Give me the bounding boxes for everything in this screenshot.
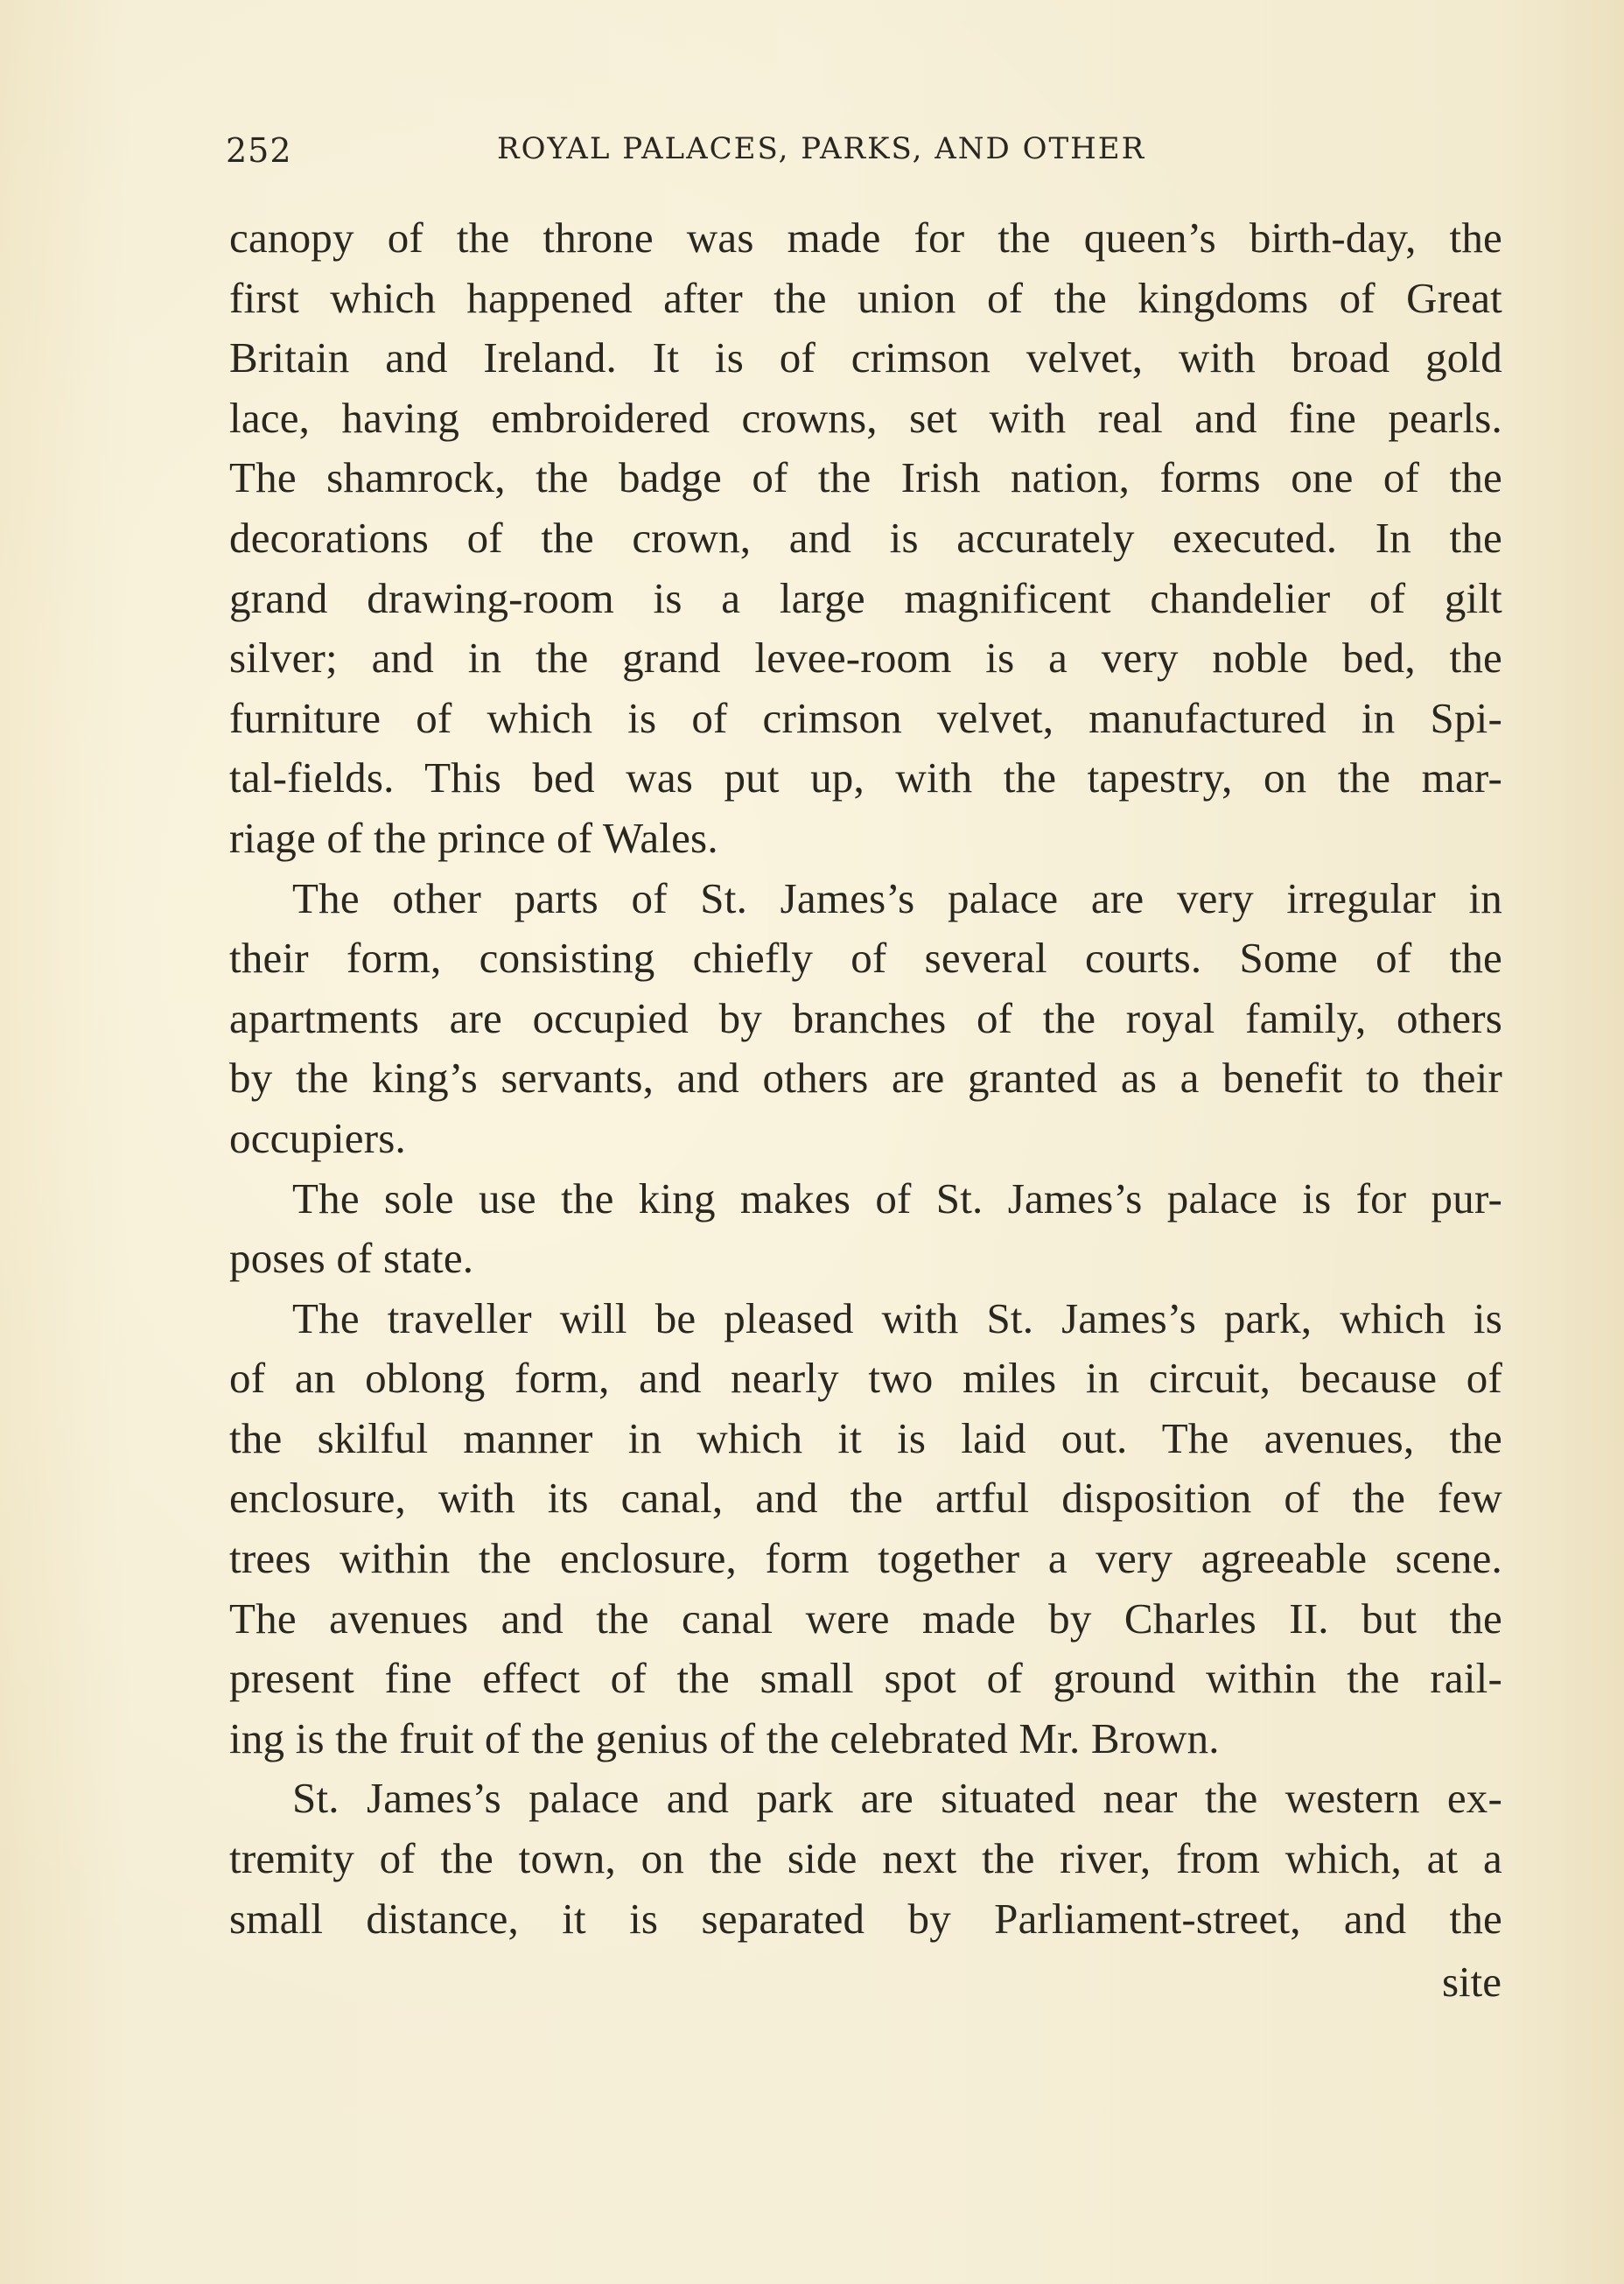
paragraph-4 xyxy=(229,1289,1502,1769)
text-line: of an oblong form, and nearly two miles in circuit, because of xyxy=(229,1354,1502,1403)
text-line: Britain and Ireland. It is of crimson velvet, with broad gold xyxy=(229,333,1502,382)
text-line: St. James’s palace and park are situated near the western ex- xyxy=(292,1774,1502,1823)
text-line: The shamrock, the badge of the Irish nation, forms one of the xyxy=(229,453,1502,502)
text-line: silver; and in the grand levee-room is a very noble bed, the xyxy=(229,634,1502,683)
text-line: The other parts of St. James’s palace are very irregular in xyxy=(292,873,1502,922)
text-line: tremity of the town, on the side next the river, from which, at a xyxy=(229,1834,1502,1883)
paragraph-2 xyxy=(229,869,1502,1169)
text-line: furniture of which is of crimson velvet, manufactured in Spi- xyxy=(229,693,1502,742)
text-line: their form, consisting chiefly of several courts. Some of the xyxy=(229,934,1502,983)
paragraph-3 xyxy=(229,1169,1502,1289)
text-line: trees within the enclosure, form together a very agreeable scene. xyxy=(229,1534,1502,1583)
text-line: poses of state. xyxy=(229,1234,474,1283)
running-head xyxy=(226,131,1502,184)
paragraph-1 xyxy=(229,208,1502,869)
text-line: the skilful manner in which it is laid out. The avenues, the xyxy=(229,1413,1502,1462)
text-line: canopy of the throne was made for the queen’s birth-day, the xyxy=(229,214,1502,262)
text-line: enclosure, with its canal, and the artful disposition of the few xyxy=(229,1474,1502,1523)
text-line: grand drawing-room is a large magnificent chandelier of gilt xyxy=(229,573,1502,622)
text-line: ing is the fruit of the genius of the celebrated Mr. Brown. xyxy=(229,1713,1220,1762)
text-line: The sole use the king makes of St. James’s palace is for pur- xyxy=(292,1174,1502,1223)
catchword: site xyxy=(1441,1958,1502,2006)
text-line: by the king’s servants, and others are granted as a benefit to their xyxy=(229,1054,1502,1103)
text-line: apartments are occupied by branches of the royal family, others xyxy=(229,993,1502,1042)
text-line: riage of the prince of Wales. xyxy=(229,813,718,862)
text-line: occupiers. xyxy=(229,1113,406,1162)
text-line: first which happened after the union of the kingdoms of Great xyxy=(229,273,1502,322)
text-line: small distance, it is separated by Parliament-street, and the xyxy=(229,1894,1502,1943)
body-text xyxy=(229,208,1502,1949)
page-number: 252 xyxy=(226,131,292,170)
paragraph-5 xyxy=(229,1769,1502,1949)
text-line: lace, having embroidered crowns, set with real and fine pearls. xyxy=(229,393,1502,442)
text-line: decorations of the crown, and is accurately executed. In the xyxy=(229,513,1502,562)
text-line: The traveller will be pleased with St. James’s park, which is xyxy=(292,1293,1502,1342)
running-head-title: ROYAL PALACES, PARKS, AND OTHER xyxy=(497,131,1146,166)
text-line: tal-fields. This bed was put up, with the tapestry, on the mar- xyxy=(229,753,1502,802)
text-line: present fine effect of the small spot of ground within the rail- xyxy=(229,1654,1502,1703)
text-line: The avenues and the canal were made by Charles II. but the xyxy=(229,1594,1502,1643)
